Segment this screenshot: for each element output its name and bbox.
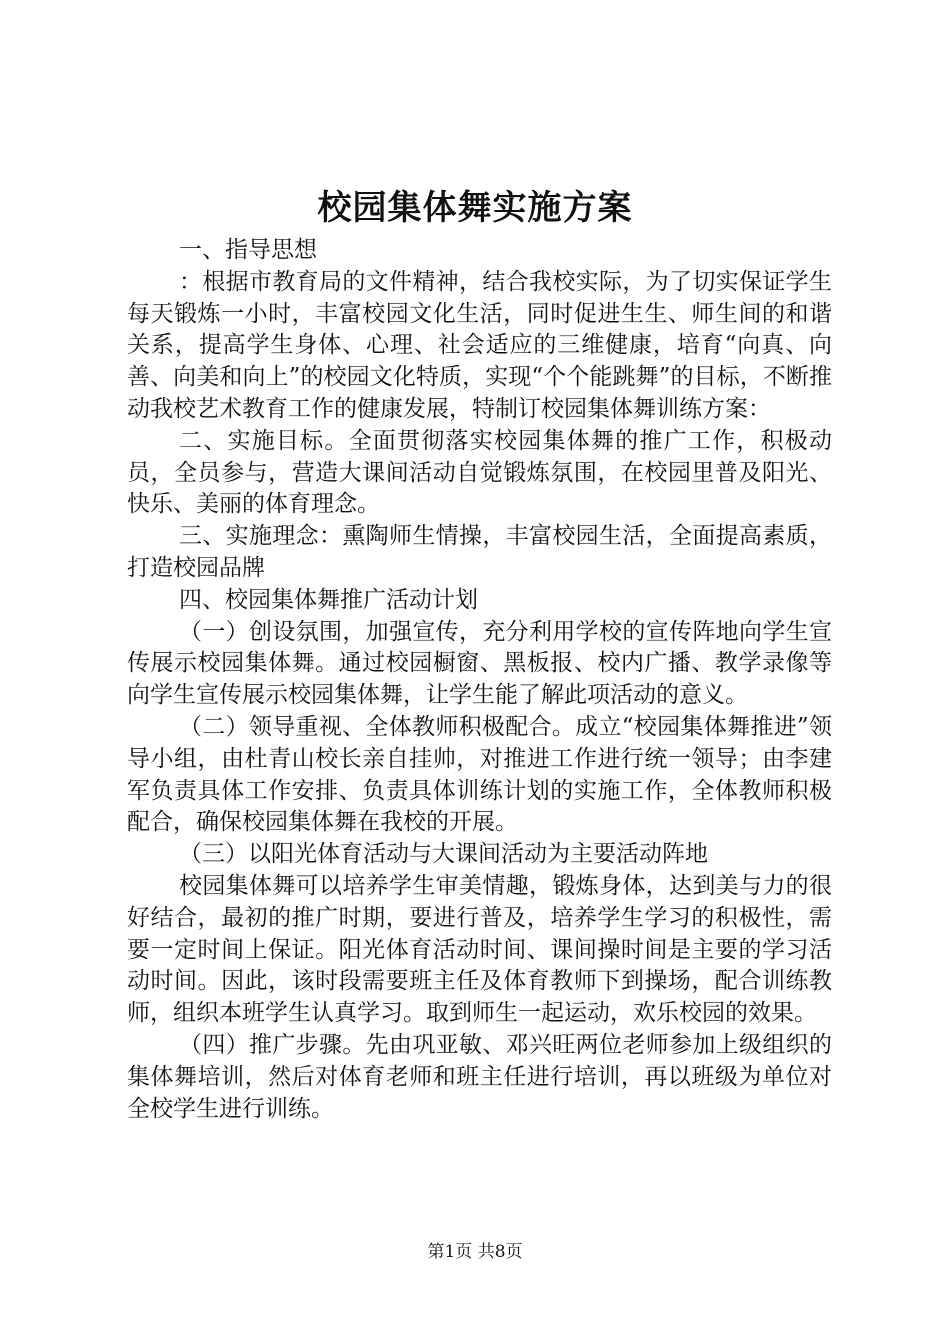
paragraph-implementation-goals: 二、实施目标。全面贯彻落实校园集体舞的推广工作，积极动员，全员参与，营造大课间活动自觉锻炼氛围，在校园里普及阳光、快乐、美丽的体育理念。 (127, 427, 832, 518)
section-heading-guiding-ideology: 一、指导思想 (179, 237, 317, 263)
paragraph-plan-item-1: （一）创设氛围，加强宣传，充分利用学校的宣传阵地向学生宣传展示校园集体舞。通过校园橱窗、黑板报、校内广播、教学录像等向学生宣传展示校园集体舞，让学生能了解此项活动的意义。 (127, 618, 832, 709)
paragraph-plan-item-3-body: 校园集体舞可以培养学生审美情趣，锻炼身体，达到美与力的很好结合，最初的推广时期，要进行普及，培养学生学习的积极性，需要一定时间上保证。阳光体育活动时间、课间操时间是主要的学习活动时间。因此，该时段需要班主任及体育教师下到操场，配合训练教师，组织本班学生认真学习。取到师生一起运动，欢乐校园的效果。 (127, 872, 832, 1027)
paragraph-implementation-concept: 三、实施理念：熏陶师生情操，丰富校园生活，全面提高素质，打造校园品牌 (127, 523, 832, 581)
paragraph-plan-item-4: （四）推广步骤。先由巩亚敏、邓兴旺两位老师参加上级组织的集体舞培训，然后对体育老师和班主任进行培训，再以班级为单位对全校学生进行训练。 (127, 1031, 832, 1122)
page-footer: 第1页 共8页 (427, 1242, 523, 1262)
section-heading-activity-plan: 四、校园集体舞推广活动计划 (179, 586, 478, 613)
paragraph-guiding-ideology: ：根据市教育局的文件精神，结合我校实际，为了切实保证学生每天锻炼一小时，丰富校园文化生活，同时促进生生、师生间的和谐关系，提高学生身体、心理、社会适应的三维健康，培育“向真、向善、向美和向上”的校园文化特质，实现“个个能跳舞”的目标，不断推动我校艺术教育工作的健康发展，特制订校园集体舞训练方案： (127, 268, 832, 422)
document-body (127, 235, 832, 1125)
paragraph-plan-item-3-heading: （三）以阳光体育活动与大课间活动为主要活动阵地 (179, 841, 708, 868)
document-title: 校园集体舞实施方案 (317, 188, 633, 228)
paragraph-plan-item-2: （二）领导重视、全体教师积极配合。成立“校园集体舞推进”领导小组，由杜青山校长亲自挂帅，对推进工作进行统一领导；由李建军负责具体工作安排、负责具体训练计划的实施工作，全体教师积极配合，确保校园集体舞在我校的开展。 (127, 713, 832, 836)
